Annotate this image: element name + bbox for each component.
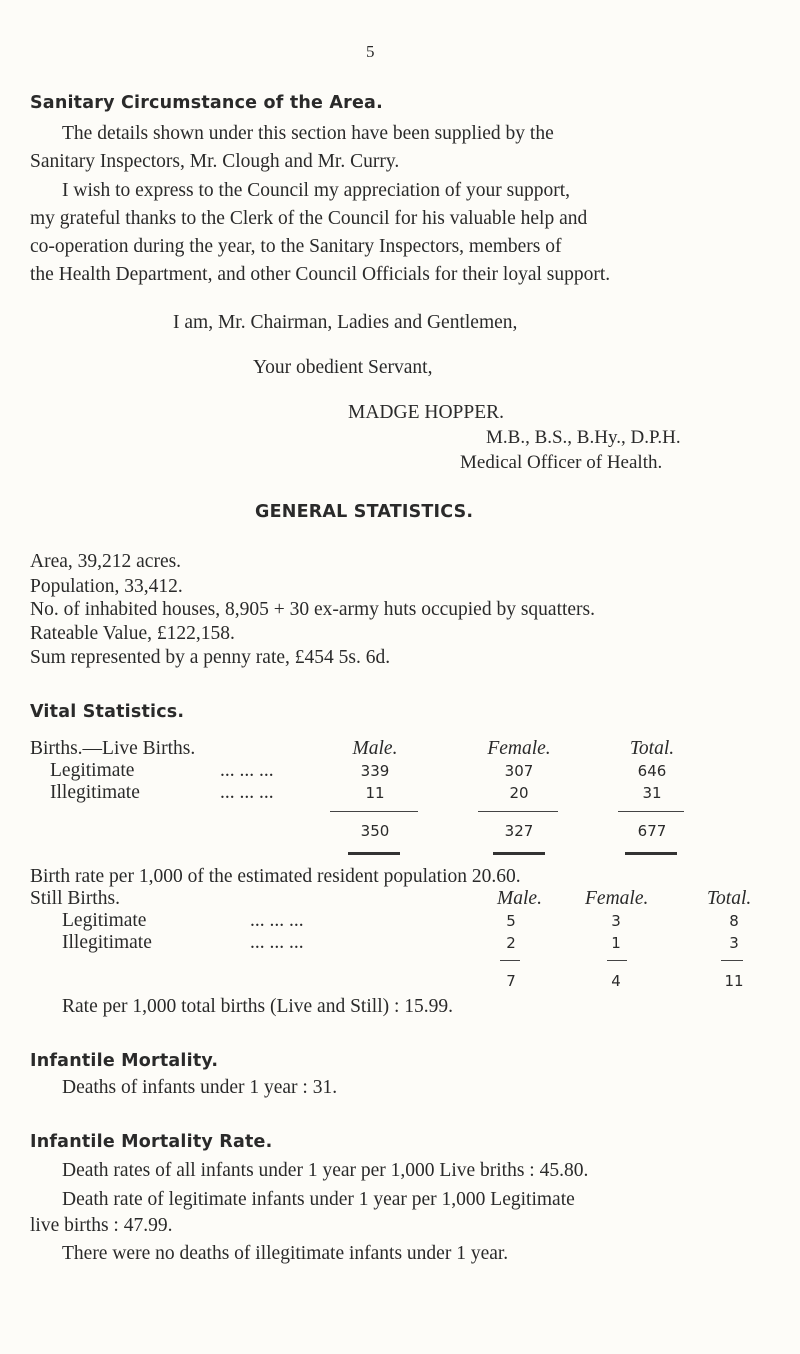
live-legit-female: 307: [504, 762, 534, 780]
leader-dots: ... ... ...: [250, 932, 304, 953]
infant-rate-legit: Death rate of legitimate infants under 1 year per 1,000 Legitimate: [62, 1189, 575, 1210]
sanitary-para1-line1: The details shown under this section have been supplied by the: [62, 123, 554, 144]
salutation: I am, Mr. Chairman, Ladies and Gentlemen,: [173, 312, 518, 333]
section-heading-sanitary: Sanitary Circumstance of the Area.: [30, 93, 383, 113]
infant-rate-legit-cont: live births : 47.99.: [30, 1215, 173, 1236]
live-total-female: 327: [504, 822, 534, 840]
still-row-label: Illegitimate: [62, 932, 152, 953]
subtotal-rule: [330, 811, 418, 812]
births-label: Births.—Live Births.: [30, 738, 196, 759]
signatory-qualifications: M.B., B.S., B.Hy., D.P.H.: [486, 427, 681, 448]
general-houses: No. of inhabited houses, 8,905 + 30 ex-army huts occupied by squatters.: [30, 599, 596, 620]
total-rule: [493, 852, 545, 855]
still-legit-male: 5: [506, 912, 516, 930]
total-rule: [625, 852, 677, 855]
live-row-label: Legitimate: [50, 760, 135, 781]
still-legit-total: 8: [729, 912, 739, 930]
general-rateable-value: Rateable Value, £122,158.: [30, 623, 235, 644]
section-heading-infantile-rate: Infantile Mortality Rate.: [30, 1132, 273, 1152]
live-row-label: Illegitimate: [50, 782, 140, 803]
still-col-header-male: Male.: [497, 888, 542, 909]
general-penny-rate: Sum represented by a penny rate, £454 5s. 6d.: [30, 647, 391, 668]
general-population: Population, 33,412.: [30, 576, 183, 597]
sanitary-para2-line1: I wish to express to the Council my appreciation of your support,: [62, 180, 570, 201]
still-subtotal-rule: [721, 960, 743, 961]
general-area: Area, 39,212 acres.: [30, 551, 182, 572]
section-heading-general: GENERAL STATISTICS.: [255, 502, 474, 522]
sanitary-para1-line2: Sanitary Inspectors, Mr. Clough and Mr. Curry.: [30, 151, 400, 172]
live-illegit-total: 31: [642, 784, 662, 802]
still-legit-female: 3: [611, 912, 621, 930]
col-header-total: Total.: [629, 738, 675, 759]
sanitary-para2-line2: my grateful thanks to the Clerk of the Council for his valuable help and: [30, 208, 588, 229]
page-number: 5: [366, 42, 375, 61]
still-illegit-male: 2: [506, 934, 516, 952]
still-col-header-female: Female.: [585, 888, 649, 909]
still-illegit-total: 3: [729, 934, 739, 952]
subtotal-rule: [478, 811, 558, 812]
closing: Your obedient Servant,: [253, 357, 433, 378]
infant-rate-all: Death rates of all infants under 1 year per 1,000 Live briths : 45.80.: [62, 1160, 589, 1181]
live-total-male: 350: [360, 822, 390, 840]
signatory-title: Medical Officer of Health.: [460, 452, 663, 473]
signatory-name: MADGE HOPPER.: [348, 402, 505, 423]
sanitary-para2-line3: co-operation during the year, to the Sanitary Inspectors, members of: [30, 236, 562, 257]
still-subtotal-rule: [500, 960, 520, 961]
section-heading-vital: Vital Statistics.: [30, 702, 185, 722]
live-illegit-male: 11: [365, 784, 385, 802]
still-row-label: Legitimate: [62, 910, 147, 931]
live-total-total: 677: [637, 822, 667, 840]
still-subtotal-rule: [607, 960, 627, 961]
leader-dots: ... ... ...: [250, 910, 304, 931]
infant-illegit-note: There were no deaths of illegitimate infants under 1 year.: [62, 1243, 509, 1264]
still-illegit-female: 1: [611, 934, 621, 952]
birth-rate: Birth rate per 1,000 of the estimated resident population 20.60.: [30, 866, 521, 887]
still-births-label: Still Births.: [30, 888, 120, 909]
leader-dots: ... ... ...: [220, 782, 274, 803]
subtotal-rule: [618, 811, 684, 812]
live-illegit-female: 20: [509, 784, 529, 802]
sanitary-para2-line4: the Health Department, and other Council Officials for their loyal support.: [30, 264, 611, 285]
total-rule: [348, 852, 400, 855]
still-total-total: 11: [724, 972, 744, 990]
still-total-female: 4: [611, 972, 621, 990]
still-birth-rate: Rate per 1,000 total births (Live and Still) : 15.99.: [62, 996, 454, 1017]
live-legit-male: 339: [360, 762, 390, 780]
still-col-header-total: Total.: [707, 888, 752, 909]
live-legit-total: 646: [637, 762, 667, 780]
col-header-female: Female.: [487, 738, 551, 759]
col-header-male: Male.: [352, 738, 398, 759]
infant-deaths: Deaths of infants under 1 year : 31.: [62, 1077, 338, 1098]
leader-dots: ... ... ...: [220, 760, 274, 781]
still-total-male: 7: [506, 972, 516, 990]
section-heading-infantile: Infantile Mortality.: [30, 1051, 219, 1071]
